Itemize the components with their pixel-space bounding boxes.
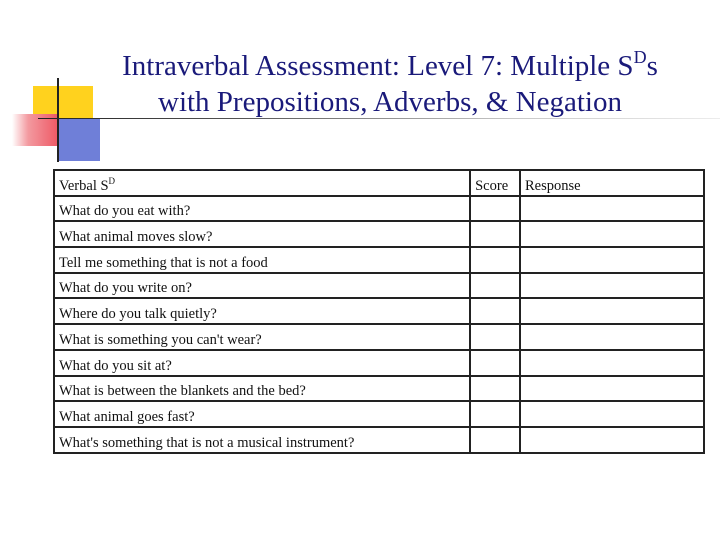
table-row [54, 427, 704, 453]
header-response: Response [520, 170, 704, 196]
row-response-cell[interactable] [520, 350, 704, 376]
row-response-cell[interactable] [520, 401, 704, 427]
table-row [54, 324, 704, 350]
row-question: What do you eat with? [54, 196, 470, 222]
row-score-cell[interactable] [470, 298, 520, 324]
table-row [54, 247, 704, 273]
decor-vertical-line [57, 78, 59, 162]
row-score-cell[interactable] [470, 401, 520, 427]
title-line-2: with Prepositions, Adverbs, & Negation [158, 86, 622, 118]
header-score: Score [470, 170, 520, 196]
row-score-cell[interactable] [470, 376, 520, 402]
slide-title [75, 48, 705, 120]
table-row [54, 221, 704, 247]
row-response-cell[interactable] [520, 221, 704, 247]
header-verbal-sd-text: Verbal S [59, 177, 109, 194]
table-row [54, 298, 704, 324]
title-superscript: D [633, 47, 647, 67]
row-response-cell[interactable] [520, 324, 704, 350]
row-question: What do you sit at? [54, 350, 470, 376]
row-question: What animal moves slow? [54, 221, 470, 247]
row-score-cell[interactable] [470, 273, 520, 299]
title-line-1 [75, 48, 705, 84]
row-question: What is between the blankets and the bed? [54, 376, 470, 402]
table-header-row [54, 170, 704, 196]
table-row [54, 350, 704, 376]
title-line-1-suffix: s [646, 50, 658, 82]
row-question: What's something that is not a musical instrument? [54, 427, 470, 453]
row-response-cell[interactable] [520, 427, 704, 453]
row-response-cell[interactable] [520, 298, 704, 324]
row-score-cell[interactable] [470, 196, 520, 222]
row-score-cell[interactable] [470, 247, 520, 273]
row-question: Where do you talk quietly? [54, 298, 470, 324]
decor-blue-square [58, 119, 100, 161]
row-score-cell[interactable] [470, 350, 520, 376]
row-response-cell[interactable] [520, 376, 704, 402]
row-score-cell[interactable] [470, 427, 520, 453]
table-row [54, 376, 704, 402]
table-row [54, 196, 704, 222]
row-question: What is something you can't wear? [54, 324, 470, 350]
row-question: Tell me something that is not a food [54, 247, 470, 273]
header-sd-superscript: D [108, 175, 116, 186]
row-score-cell[interactable] [470, 324, 520, 350]
assessment-table [53, 169, 705, 454]
row-response-cell[interactable] [520, 273, 704, 299]
row-response-cell[interactable] [520, 247, 704, 273]
header-verbal-sd [54, 170, 470, 196]
row-score-cell[interactable] [470, 221, 520, 247]
row-question: What animal goes fast? [54, 401, 470, 427]
row-response-cell[interactable] [520, 196, 704, 222]
table-row [54, 273, 704, 299]
row-question: What do you write on? [54, 273, 470, 299]
title-line-1-text: Intraverbal Assessment: Level 7: Multiple S [122, 50, 634, 82]
table-body [54, 196, 704, 453]
table-row [54, 401, 704, 427]
